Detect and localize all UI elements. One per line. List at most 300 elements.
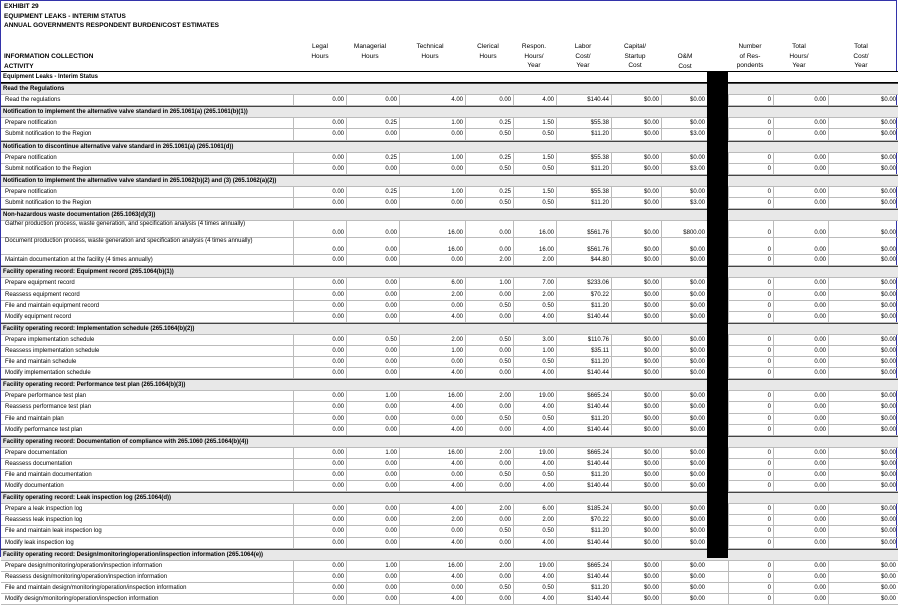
table-cell: $0.00 (611, 164, 661, 174)
table-cell: 0.00 (773, 572, 828, 582)
row-label: Notification to discontinue alternative valve standard in 265.1061(a) (265.1061(d)) (3, 143, 234, 150)
header-line: Hours/ (789, 52, 809, 60)
table-cell: $11.20 (556, 129, 611, 139)
section-header-row (1, 266, 898, 278)
table-cell: $0.00 (828, 301, 898, 311)
table-cell: 2.00 (399, 335, 465, 345)
table-cell: $0.00 (661, 278, 707, 288)
table-cell: 0 (728, 301, 773, 311)
table-cell: $0.00 (611, 470, 661, 480)
row-label: Prepare notification (5, 120, 57, 127)
header-line: Year (527, 62, 541, 69)
table-row (1, 504, 898, 515)
header-total-cost (839, 42, 883, 71)
table-cell: $0.00 (611, 290, 661, 300)
table-cell: 0.00 (346, 255, 399, 265)
table-cell: $561.76 (556, 238, 611, 254)
table-cell: 0.00 (346, 594, 399, 604)
table-cell: $0.00 (828, 346, 898, 356)
table-cell: 4.00 (513, 425, 556, 435)
table-cell: $35.11 (556, 346, 611, 356)
table-cell: $0.00 (611, 312, 661, 322)
table-cell: 0 (728, 594, 773, 604)
table-cell: 0.50 (465, 164, 513, 174)
table-row (1, 187, 898, 198)
table-cell: $44.80 (556, 255, 611, 265)
row-label: Modify design/monitoring/operation/inspection information (5, 596, 159, 603)
row-label: Modify leak inspection log (5, 539, 74, 546)
section-header-row (1, 141, 898, 153)
table-cell: 0.50 (465, 414, 513, 424)
table-cell: 0.00 (465, 515, 513, 525)
table-cell: $0.00 (828, 198, 898, 208)
header-line: Hours (421, 52, 439, 60)
section-header-row (1, 379, 898, 391)
table-row (1, 118, 898, 129)
table-row (1, 357, 898, 368)
table-cell: 0.00 (293, 238, 346, 254)
exhibit-subtitle: ANNUAL GOVERNMENTS RESPONDENT BURDEN/COST ESTIMATES (4, 22, 219, 29)
table-cell: 2.00 (513, 255, 556, 265)
table-row (1, 335, 898, 346)
table-row (1, 164, 898, 175)
table-cell: 4.00 (513, 459, 556, 469)
table-cell: $561.76 (556, 221, 611, 237)
table-cell: 0.00 (346, 526, 399, 536)
table-cell: 0 (728, 238, 773, 254)
table-cell: 2.00 (465, 561, 513, 571)
header-line: of Res- (739, 52, 761, 60)
table-cell: $0.00 (611, 368, 661, 378)
table-cell: $55.38 (556, 118, 611, 128)
table-cell: 0.00 (293, 335, 346, 345)
table-cell: 0.00 (465, 402, 513, 412)
table-cell: 0.00 (346, 538, 399, 548)
table-cell: $0.00 (661, 572, 707, 582)
table-cell: 0 (728, 538, 773, 548)
table-cell: 0 (728, 95, 773, 105)
table-cell: $55.38 (556, 153, 611, 163)
table-cell: $0.00 (611, 515, 661, 525)
table-cell: $0.00 (611, 561, 661, 571)
row-label: Submit notification to the Region (5, 165, 92, 172)
header-line: Respon. (521, 43, 547, 50)
table-cell: 0 (728, 312, 773, 322)
table-cell: 19.00 (513, 391, 556, 401)
row-label: Reassess implementation schedule (5, 347, 100, 354)
table-cell: 0 (728, 290, 773, 300)
table-cell: 0.00 (773, 583, 828, 593)
header-respondents (728, 42, 772, 71)
table-cell: 0 (728, 526, 773, 536)
table-cell: $0.00 (661, 312, 707, 322)
table-cell: $3.00 (661, 198, 707, 208)
table-cell: $110.76 (556, 335, 611, 345)
section-header-row (1, 323, 898, 335)
table-cell: $0.00 (661, 118, 707, 128)
table-cell: 0.00 (399, 470, 465, 480)
table-cell: 0.00 (293, 538, 346, 548)
table-cell: $3.00 (661, 164, 707, 174)
table-cell: 0.00 (773, 187, 828, 197)
header-line: Total (792, 43, 806, 50)
table-cell: $55.38 (556, 187, 611, 197)
table-cell: 0 (728, 391, 773, 401)
exhibit-number: EXHIBIT 29 (4, 3, 39, 10)
table-row (1, 414, 898, 425)
header-capital (613, 42, 657, 71)
table-cell: 0.00 (346, 402, 399, 412)
table-cell: 0.50 (465, 526, 513, 536)
table-cell: 4.00 (513, 538, 556, 548)
table-cell: 4.00 (399, 425, 465, 435)
table-cell: 0.00 (465, 346, 513, 356)
table-cell: 0.00 (773, 290, 828, 300)
table-cell: 0 (728, 504, 773, 514)
table-cell: 0.00 (293, 290, 346, 300)
table-cell: 0.00 (399, 198, 465, 208)
table-cell: 0.00 (773, 301, 828, 311)
table-cell: 0.00 (773, 118, 828, 128)
row-label: Prepare equipment record (5, 280, 75, 287)
table-cell: 0.00 (399, 583, 465, 593)
table-row (1, 583, 898, 594)
table-cell: 0.00 (346, 312, 399, 322)
table-cell: 0.00 (346, 238, 399, 254)
header-managerial (345, 42, 395, 61)
table-cell: $140.44 (556, 459, 611, 469)
table-cell: 4.00 (399, 572, 465, 582)
table-cell: $0.00 (661, 448, 707, 458)
table-cell: 2.00 (399, 290, 465, 300)
section-header-row (1, 492, 898, 504)
table-cell: 0.00 (773, 164, 828, 174)
table-cell: $0.00 (828, 153, 898, 163)
table-cell: 0 (728, 187, 773, 197)
table-cell: 2.00 (513, 515, 556, 525)
table-cell: 4.00 (399, 538, 465, 548)
row-label: Prepare a leak inspection log (5, 506, 83, 513)
row-label: Equipment Leaks - Interim Status (3, 74, 99, 80)
table-cell: $0.00 (611, 238, 661, 254)
table-cell: $0.00 (661, 255, 707, 265)
table-cell: 0.00 (346, 164, 399, 174)
table-cell: 0.00 (399, 414, 465, 424)
table-cell: $0.00 (661, 301, 707, 311)
table-cell: $0.00 (828, 118, 898, 128)
table-cell: 0.00 (293, 164, 346, 174)
header-activity-line: ACTIVITY (4, 62, 34, 70)
table-cell: 0.50 (465, 198, 513, 208)
table-cell: 1.00 (399, 187, 465, 197)
table-cell: $0.00 (828, 255, 898, 265)
table-cell: 0.50 (465, 357, 513, 367)
table-cell: 0.00 (293, 561, 346, 571)
table-cell: $0.00 (828, 357, 898, 367)
table-row (1, 459, 898, 470)
table-cell: $11.20 (556, 414, 611, 424)
table-cell: 0.00 (293, 118, 346, 128)
table-cell: 0.00 (346, 129, 399, 139)
table-cell: $0.00 (661, 335, 707, 345)
table-cell: 0.00 (346, 278, 399, 288)
table-cell: 4.00 (513, 572, 556, 582)
table-cell: $0.00 (611, 301, 661, 311)
table-cell: 0.00 (346, 459, 399, 469)
table-row (1, 402, 898, 413)
table-cell: $140.44 (556, 425, 611, 435)
table-cell: 0.00 (293, 221, 346, 237)
table-cell: 2.00 (465, 255, 513, 265)
table-cell: $0.00 (828, 278, 898, 288)
table-cell: $0.00 (611, 391, 661, 401)
row-label: File and maintain documentation (5, 472, 92, 478)
table-row (1, 470, 898, 481)
table-row (1, 594, 898, 605)
table-cell: 0.00 (399, 164, 465, 174)
table-cell: 0.00 (399, 129, 465, 139)
table-cell: 0.50 (465, 335, 513, 345)
table-cell: $0.00 (661, 402, 707, 412)
row-label: Notification to implement the alternative valve standard in 265.1061(a) (265.1061(b)(1)) (3, 109, 248, 116)
table-cell: $0.00 (661, 526, 707, 536)
table-cell: 0.00 (773, 504, 828, 514)
table-cell: $0.00 (828, 312, 898, 322)
row-label: Gather production process, waste generation, and specification analysis (4 times annually) (5, 221, 246, 228)
table-cell: $140.44 (556, 572, 611, 582)
table-cell: 1.00 (399, 153, 465, 163)
table-cell: $0.00 (828, 290, 898, 300)
header-line: Startup (624, 52, 646, 60)
table-cell: 1.00 (346, 391, 399, 401)
table-cell: 0 (728, 414, 773, 424)
header-line: Number (738, 43, 762, 50)
table-cell: 0.00 (293, 346, 346, 356)
table-cell: $0.00 (828, 583, 898, 593)
table-cell: 0.00 (399, 301, 465, 311)
table-cell: 0.00 (293, 481, 346, 491)
table-cell: 0.00 (293, 448, 346, 458)
header-om (663, 52, 707, 71)
table-cell: 0.50 (513, 198, 556, 208)
row-label: Document production process, waste generation and specification analysis (4 times annually) (5, 238, 253, 245)
table-cell: 1.00 (513, 346, 556, 356)
table-cell: 0.00 (346, 583, 399, 593)
row-label: Reassess leak inspection log (5, 517, 83, 524)
table-cell: 0.00 (346, 414, 399, 424)
table-cell: 0.00 (293, 583, 346, 593)
table-cell: 1.50 (513, 118, 556, 128)
table-cell: $665.24 (556, 561, 611, 571)
table-cell: 0.00 (293, 95, 346, 105)
table-cell: 19.00 (513, 561, 556, 571)
row-label: Facility operating record: Documentation of compliance with 265.1060 (265.1064(b)(4)) (3, 438, 249, 445)
table-cell: 16.00 (399, 391, 465, 401)
table-cell: $0.00 (611, 357, 661, 367)
table-cell: 0.00 (399, 357, 465, 367)
table-cell: 0.00 (773, 448, 828, 458)
table-cell: 19.00 (513, 448, 556, 458)
table-cell: $0.00 (611, 538, 661, 548)
header-line: Year (576, 62, 590, 69)
table-row (1, 448, 898, 459)
table-cell: 16.00 (513, 221, 556, 237)
table-cell: 0.00 (773, 561, 828, 571)
table-cell: 0.00 (773, 414, 828, 424)
table-cell: 0.00 (293, 357, 346, 367)
table-cell: $0.00 (611, 459, 661, 469)
table-cell: 0.00 (773, 515, 828, 525)
table-cell: $0.00 (661, 290, 707, 300)
table-cell: 0 (728, 448, 773, 458)
header-labor (561, 42, 605, 71)
table-cell: 4.00 (399, 402, 465, 412)
table-cell: 0 (728, 198, 773, 208)
table-cell: $0.00 (611, 95, 661, 105)
table-cell: 0.00 (773, 255, 828, 265)
table-cell: 0.00 (346, 425, 399, 435)
table-cell: 0.00 (773, 153, 828, 163)
table-cell: $11.20 (556, 583, 611, 593)
header-activity-line: INFORMATION COLLECTION (4, 53, 94, 60)
table-cell: $0.00 (828, 561, 898, 571)
table-cell: 0 (728, 129, 773, 139)
table-cell: $0.00 (611, 402, 661, 412)
table-cell: 0.00 (773, 198, 828, 208)
table-cell: 4.00 (513, 481, 556, 491)
section-header-row (1, 209, 898, 221)
table-cell: 0.00 (773, 238, 828, 254)
row-label: Submit notification to the Region (5, 200, 92, 207)
table-cell: 6.00 (513, 504, 556, 514)
table-cell: 0.00 (346, 346, 399, 356)
table-cell: 4.00 (399, 95, 465, 105)
table-cell: 0.50 (465, 583, 513, 593)
table-cell: 1.00 (346, 561, 399, 571)
table-cell: 0.50 (465, 470, 513, 480)
table-cell: $0.00 (828, 425, 898, 435)
header-technical (406, 42, 454, 61)
table-cell: 0.00 (773, 402, 828, 412)
row-label: Prepare notification (5, 154, 57, 161)
row-label: Prepare notification (5, 188, 57, 195)
table-cell: 0.00 (346, 95, 399, 105)
table-cell: 0.00 (465, 95, 513, 105)
row-label: File and maintain equipment record (5, 302, 100, 309)
table-cell: 0.00 (346, 481, 399, 491)
table-cell: 0.00 (773, 95, 828, 105)
table-cell: 0.00 (465, 312, 513, 322)
table-cell: 0.50 (513, 301, 556, 311)
table-cell: 0.00 (465, 594, 513, 604)
header-line: Hours (361, 52, 379, 60)
table-cell: 0.00 (773, 312, 828, 322)
table-cell: 0.00 (346, 470, 399, 480)
table-cell: 0.00 (293, 572, 346, 582)
row-label: Modify documentation (5, 483, 64, 490)
table-cell: 2.00 (465, 448, 513, 458)
row-label: Maintain documentation at the facility (4 times annually) (5, 257, 153, 264)
table-cell: $0.00 (661, 391, 707, 401)
table-cell: $0.00 (828, 504, 898, 514)
table-cell: 0.00 (293, 312, 346, 322)
table-cell: $0.00 (828, 515, 898, 525)
table-cell: 0 (728, 572, 773, 582)
table-cell: 0.00 (293, 255, 346, 265)
separator-column (707, 71, 728, 558)
table-cell: 0.00 (773, 129, 828, 139)
table-cell: $0.00 (611, 278, 661, 288)
header-line: Year (792, 62, 806, 69)
row-label: Notification to implement the alternative valve standard in 265.1062(b)(2) and (3) (265.1062(a)(2)) (3, 177, 277, 184)
table-cell: 0 (728, 515, 773, 525)
table-cell: 0.25 (346, 153, 399, 163)
row-label: Reassess performance test plan (5, 404, 92, 411)
table-cell: $0.00 (661, 357, 707, 367)
table-cell: $0.00 (611, 414, 661, 424)
header-line: Hours (311, 52, 329, 60)
table-row (1, 425, 898, 436)
table-cell: $0.00 (661, 594, 707, 604)
table-row (1, 153, 898, 164)
table-cell: 0.50 (346, 335, 399, 345)
exhibit-titles (4, 2, 219, 31)
header-line: Managerial (353, 43, 387, 50)
table-cell: 0.00 (293, 594, 346, 604)
table-cell: $0.00 (828, 594, 898, 604)
table-cell: $0.00 (828, 95, 898, 105)
table-cell: $11.20 (556, 301, 611, 311)
table-cell: $0.00 (661, 368, 707, 378)
table-cell: 0.00 (293, 187, 346, 197)
table-cell: 16.00 (513, 238, 556, 254)
table-cell: 0.25 (465, 187, 513, 197)
table-cell: 0 (728, 255, 773, 265)
table-cell: 0.00 (465, 290, 513, 300)
table-row (1, 129, 898, 140)
table-row (1, 221, 898, 238)
table-cell: 0.25 (465, 118, 513, 128)
header-total-hours (777, 42, 821, 71)
table-cell: $0.00 (828, 538, 898, 548)
table-cell: $0.00 (828, 572, 898, 582)
table-cell: 0.00 (346, 515, 399, 525)
table-cell: $665.24 (556, 448, 611, 458)
table-cell: 0.00 (293, 526, 346, 536)
table-cell: 0.00 (773, 481, 828, 491)
row-label: Read the regulations (5, 97, 61, 104)
row-label: Facility operating record: Leak inspection log (265.1064(d)) (3, 495, 172, 502)
table-cell: $0.00 (661, 238, 707, 254)
table-cell: $0.00 (828, 129, 898, 139)
row-label: Facility operating record: Equipment record (265.1064(b)(1)) (3, 269, 174, 276)
table-cell: 0.00 (773, 459, 828, 469)
header-line: Cost (628, 62, 642, 69)
table-cell: $0.00 (661, 561, 707, 571)
table-cell: 2.00 (465, 391, 513, 401)
table-cell: $140.44 (556, 312, 611, 322)
table-row (1, 526, 898, 537)
table-cell: 0.00 (293, 153, 346, 163)
table-cell: 0.00 (773, 526, 828, 536)
table-cell: 0 (728, 153, 773, 163)
table-cell: $3.00 (661, 129, 707, 139)
table-cell: 0 (728, 470, 773, 480)
table-cell: 0.25 (465, 153, 513, 163)
table-cell: $0.00 (828, 335, 898, 345)
row-label: Reassess equipment record (5, 291, 80, 298)
table-row (1, 238, 898, 255)
